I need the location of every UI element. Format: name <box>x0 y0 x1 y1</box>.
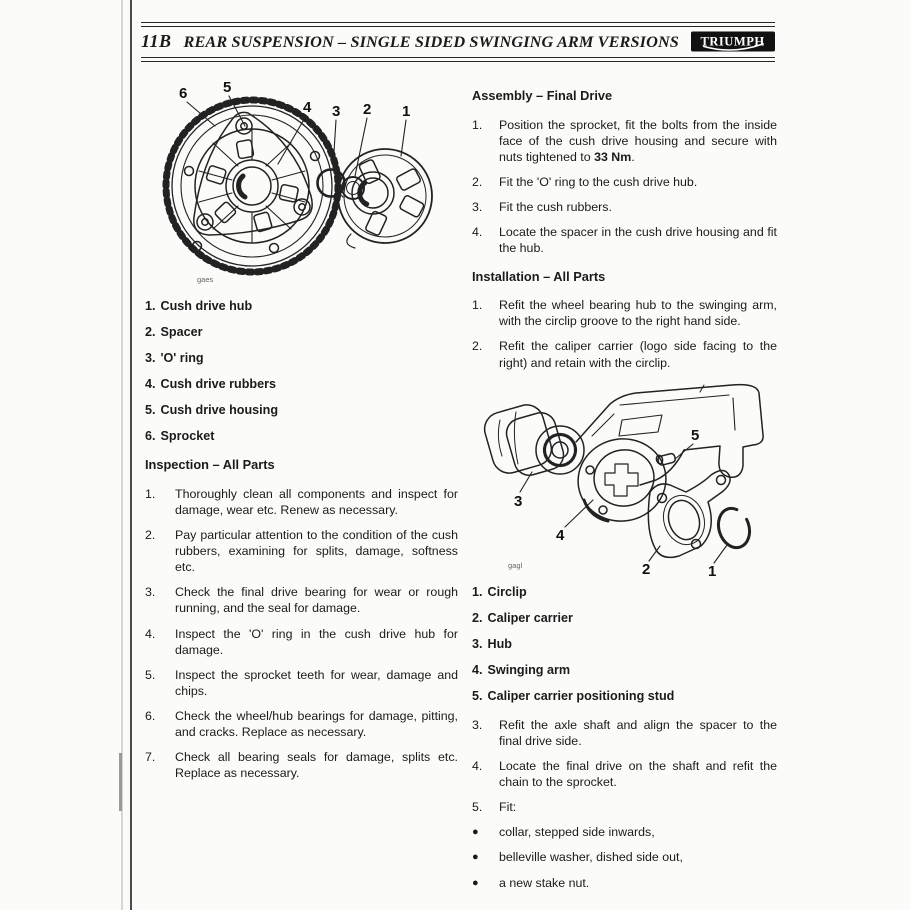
callout-5: 5 <box>691 426 700 444</box>
part-item: 1. Circlip <box>472 584 527 599</box>
section-heading-inspection: Inspection – All Parts <box>145 457 275 472</box>
callout-3: 3 <box>514 492 523 510</box>
step-item: 4. Inspect the 'O' ring in the cush drive hub for damage. <box>145 626 458 657</box>
callout-5: 5 <box>223 79 232 96</box>
part-item: 2. Caliper carrier <box>472 610 573 625</box>
step-item: 6. Check the wheel/hub bearings for damage, pitting, and cracks. Replace as necessary. <box>145 709 458 740</box>
callout-3: 3 <box>332 103 341 120</box>
section-heading-installation: Installation – All Parts <box>472 268 606 284</box>
step-item: 4. Locate the final drive on the shaft and refit the chain to the sprocket. <box>472 758 777 789</box>
left-parts-list <box>145 298 458 445</box>
circlip-drawing <box>714 504 755 551</box>
bullet-dot: ● <box>472 876 479 889</box>
step-item: 5. Inspect the sprocket teeth for wear, damage and chips. <box>145 667 458 698</box>
step-item: 1. Thoroughly clean all components and inspect for damage, wear etc. Renew as necessary. <box>145 486 458 517</box>
assembly-steps <box>472 117 777 257</box>
scan-edge-line <box>130 0 132 910</box>
assembly-step1-text: Position the sprocket, fit the bolts from the inside face of the cush drive housing and secure with nuts tightened to 33 Nm. <box>499 117 777 164</box>
callout-2: 2 <box>363 101 372 118</box>
step-item: 2. Fit the 'O' ring to the cush drive hub. <box>472 175 698 189</box>
bullet-item: ● belleville washer, dished side out, <box>472 850 683 865</box>
figure-left-caption: gaes <box>197 275 214 284</box>
bullet-dot: ● <box>472 851 479 864</box>
step-item: 4. Locate the spacer in the cush drive housing and fit the hub. <box>472 225 777 256</box>
bullet-item: ● collar, stepped side inwards, <box>472 825 655 840</box>
part-item: 5. Caliper carrier positioning stud <box>472 688 675 703</box>
step-item: 1. Position the sprocket, fit the bolts from the inside face of the cush drive housing and secure with nuts tightened to 33 Nm. <box>472 117 777 164</box>
figure-right-caption: gagl <box>508 560 523 570</box>
bullet-dot: ● <box>472 826 479 839</box>
stud-drawing <box>656 453 676 466</box>
step-item: 2. Pay particular attention to the condition of the cush rubbers, examining for splits, damage, softness etc. <box>145 527 458 575</box>
inspection-steps <box>145 486 458 782</box>
part-item: 4. Swinging arm <box>472 662 571 677</box>
triumph-logo-text: TRIUMPH <box>700 34 765 49</box>
cush-rubbers-drawing <box>195 129 309 243</box>
header-rule-bottom <box>141 57 775 62</box>
fit-bullet-list <box>472 824 777 890</box>
callout-2: 2 <box>642 560 651 578</box>
callout-4: 4 <box>303 99 312 116</box>
part-item: 4. Cush drive rubbers <box>145 377 276 391</box>
part-item: 3. 'O' ring <box>145 351 204 365</box>
final-steps <box>472 717 777 816</box>
step-item: 1. Refit the wheel bearing hub to the swinging arm, with the circlip groove to the right hand side. <box>472 298 777 329</box>
torque-value: 33 Nm <box>594 149 632 164</box>
right-column <box>472 88 777 900</box>
figure-final-drive-exploded <box>145 76 458 292</box>
installation-steps <box>472 297 777 371</box>
part-item: 5. Cush drive housing <box>145 403 279 417</box>
part-item: 3. Hub <box>472 636 512 651</box>
step-item: 3. Fit the cush rubbers. <box>472 200 612 215</box>
step-item: 5. Fit: <box>472 800 517 815</box>
scan-edge-artifact <box>119 753 122 811</box>
part-item: 2. Spacer <box>145 325 203 339</box>
caliper-carrier-drawing <box>648 470 730 557</box>
figure-swinging-arm-exploded <box>472 380 777 578</box>
right-parts-list <box>472 584 777 705</box>
callout-1: 1 <box>708 562 717 578</box>
chapter-label: 11B <box>141 31 172 51</box>
callout-1: 1 <box>402 103 411 120</box>
step-item: 3. Check the final drive bearing for wear or rough running, and the seal for damage. <box>145 585 458 616</box>
callout-4: 4 <box>556 526 565 544</box>
bullet-item: ● a new stake nut. <box>472 875 590 890</box>
left-column <box>145 76 458 791</box>
hub-drawing-right <box>481 401 584 479</box>
step-item: 2. Refit the caliper carrier (logo side facing to the right) and retain with the circlip. <box>472 339 777 370</box>
page-title: REAR SUSPENSION – SINGLE SIDED SWINGING ARM VERSIONS <box>183 31 679 51</box>
swinging-arm-drawing <box>576 384 763 484</box>
triumph-logo <box>691 30 775 53</box>
part-item: 1. Cush drive hub <box>145 299 253 313</box>
part-item: 6. Sprocket <box>145 429 215 443</box>
step-item: 7. Check all bearing seals for damage, splits etc. Replace as necessary. <box>145 750 458 781</box>
section-heading-assembly: Assembly – Final Drive <box>472 88 613 103</box>
step-item: 3. Refit the axle shaft and align the spacer to the final drive side. <box>472 717 777 748</box>
callout-6: 6 <box>179 85 188 102</box>
page-header <box>141 22 775 62</box>
